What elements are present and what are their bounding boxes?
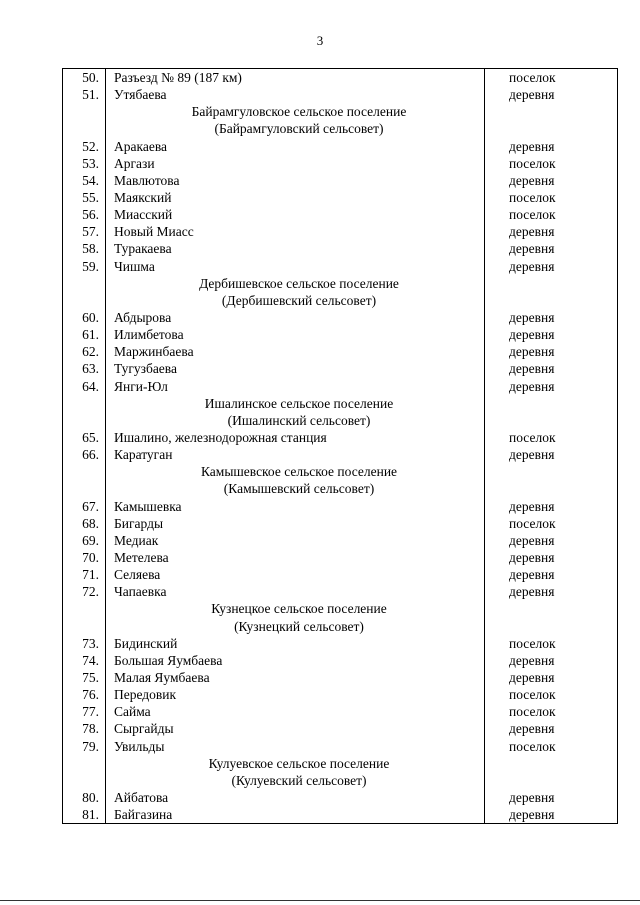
bottom-rule <box>0 900 640 901</box>
settlement-name: Увильды <box>106 737 485 754</box>
table-row <box>63 652 618 669</box>
section-header-row <box>63 412 618 429</box>
table-row <box>63 703 618 720</box>
table-row <box>63 86 618 103</box>
settlement-type: поселок <box>509 190 556 206</box>
row-number: 76. <box>63 686 106 703</box>
section-header-row <box>63 772 618 789</box>
row-number: 57. <box>63 223 106 240</box>
table-row <box>63 258 618 275</box>
table-row <box>63 686 618 703</box>
section-number-cell <box>63 480 106 497</box>
section-heading: (Кулуевский сельсовет) <box>106 772 485 789</box>
settlement-type: поселок <box>509 687 556 703</box>
section-number-cell <box>63 103 106 120</box>
settlement-name: Илимбетова <box>106 326 485 343</box>
section-header-row <box>63 463 618 480</box>
row-number: 77. <box>63 703 106 720</box>
settlement-name: Селяева <box>106 566 485 583</box>
settlement-name: Айбатова <box>106 789 485 806</box>
row-number: 52. <box>63 138 106 155</box>
settlement-name: Камышевка <box>106 498 485 515</box>
table-row <box>63 189 618 206</box>
section-type-cell <box>485 618 618 635</box>
row-number: 59. <box>63 258 106 275</box>
settlement-type: деревня <box>509 447 555 463</box>
section-type-cell <box>485 275 618 292</box>
section-number-cell <box>63 772 106 789</box>
table-row <box>63 583 618 600</box>
row-number: 61. <box>63 326 106 343</box>
section-type-cell <box>485 395 618 412</box>
row-number: 53. <box>63 155 106 172</box>
settlement-name: Метелева <box>106 549 485 566</box>
section-heading: (Байрамгуловский сельсовет) <box>106 120 485 137</box>
section-heading: Ишалинское сельское поселение <box>106 395 485 412</box>
section-heading: Дербишевское сельское поселение <box>106 275 485 292</box>
row-number: 51. <box>63 86 106 103</box>
table-row <box>63 532 618 549</box>
settlement-type: деревня <box>509 498 555 514</box>
settlement-name: Каратуган <box>106 446 485 463</box>
settlement-type: деревня <box>509 567 555 583</box>
row-number: 68. <box>63 515 106 532</box>
section-number-cell <box>63 600 106 617</box>
settlement-name: Бидинский <box>106 635 485 652</box>
settlement-type: деревня <box>509 550 555 565</box>
settlement-name: Абдырова <box>106 309 485 326</box>
section-header-row <box>63 600 618 617</box>
settlement-type: деревня <box>509 258 555 274</box>
section-type-cell <box>485 103 618 120</box>
settlement-type: поселок <box>509 207 556 223</box>
row-number: 79. <box>63 737 106 754</box>
section-number-cell <box>63 275 106 292</box>
row-number: 80. <box>63 789 106 806</box>
table-row <box>63 378 618 395</box>
section-header-row <box>63 755 618 772</box>
row-number: 81. <box>63 806 106 824</box>
settlement-name: Миасский <box>106 206 485 223</box>
section-header-row <box>63 103 618 120</box>
settlement-name: Чапаевка <box>106 583 485 600</box>
row-number: 54. <box>63 172 106 189</box>
table-row <box>63 343 618 360</box>
table-row <box>63 429 618 446</box>
settlement-type: деревня <box>509 807 555 823</box>
settlement-name: Аракаева <box>106 138 485 155</box>
settlement-type: деревня <box>509 721 555 737</box>
table-row <box>63 566 618 583</box>
settlement-name: Бигарды <box>106 515 485 532</box>
section-type-cell <box>485 292 618 309</box>
row-number: 78. <box>63 720 106 737</box>
settlements-table-body <box>63 69 618 824</box>
settlement-name: Янги-Юл <box>106 378 485 395</box>
settlement-name: Туракаева <box>106 240 485 257</box>
row-number: 66. <box>63 446 106 463</box>
section-header-row <box>63 480 618 497</box>
section-heading: (Камышевский сельсовет) <box>106 480 485 497</box>
table-row <box>63 326 618 343</box>
row-number: 73. <box>63 635 106 652</box>
settlement-type: деревня <box>509 789 555 805</box>
section-number-cell <box>63 120 106 137</box>
row-number: 62. <box>63 343 106 360</box>
row-number: 63. <box>63 360 106 377</box>
section-heading: Кузнецкое сельское поселение <box>106 600 485 617</box>
settlement-type: деревня <box>509 241 555 257</box>
row-number: 55. <box>63 189 106 206</box>
table-row <box>63 789 618 806</box>
settlement-type: деревня <box>509 87 555 103</box>
settlement-name: Малая Яумбаева <box>106 669 485 686</box>
settlement-type: деревня <box>509 224 555 240</box>
settlement-type: поселок <box>509 635 556 651</box>
settlement-name: Большая Яумбаева <box>106 652 485 669</box>
table-row <box>63 806 618 824</box>
section-number-cell <box>63 463 106 480</box>
settlement-name: Сыргайды <box>106 720 485 737</box>
table-row <box>63 172 618 189</box>
row-number: 75. <box>63 669 106 686</box>
settlement-type: деревня <box>509 532 555 548</box>
table-row <box>63 360 618 377</box>
section-header-row <box>63 395 618 412</box>
settlement-type: поселок <box>509 155 556 171</box>
settlement-name: Утябаева <box>106 86 485 103</box>
settlements-table <box>62 68 618 824</box>
section-type-cell <box>485 772 618 789</box>
settlement-name: Байгазина <box>106 806 485 824</box>
settlement-name: Ишалино, железнодорожная станция <box>106 429 485 446</box>
row-number: 64. <box>63 378 106 395</box>
settlement-name: Маякский <box>106 189 485 206</box>
settlement-type: поселок <box>509 738 556 754</box>
settlement-type: деревня <box>509 669 555 685</box>
settlement-type: поселок <box>509 515 556 531</box>
settlement-type: поселок <box>509 430 556 446</box>
section-heading: Камышевское сельское поселение <box>106 463 485 480</box>
section-type-cell <box>485 480 618 497</box>
section-heading: (Кузнецкий сельсовет) <box>106 618 485 635</box>
table-row <box>63 138 618 155</box>
settlement-name: Маржинбаева <box>106 343 485 360</box>
section-type-cell <box>485 463 618 480</box>
table-row <box>63 515 618 532</box>
section-header-row <box>63 618 618 635</box>
settlement-type: деревня <box>509 361 555 377</box>
row-number: 56. <box>63 206 106 223</box>
table-row <box>63 69 618 87</box>
settlement-type: деревня <box>509 378 555 394</box>
settlement-type: деревня <box>509 652 555 668</box>
settlement-name: Тугузбаева <box>106 360 485 377</box>
table-row <box>63 635 618 652</box>
table-row <box>63 498 618 515</box>
section-header-row <box>63 275 618 292</box>
settlement-name: Медиак <box>106 532 485 549</box>
settlement-name: Передовик <box>106 686 485 703</box>
row-number: 58. <box>63 240 106 257</box>
section-type-cell <box>485 120 618 137</box>
row-number: 50. <box>63 69 106 87</box>
section-header-row <box>63 292 618 309</box>
table-row <box>63 206 618 223</box>
row-number: 67. <box>63 498 106 515</box>
section-number-cell <box>63 412 106 429</box>
section-header-row <box>63 120 618 137</box>
settlement-type: деревня <box>509 138 555 154</box>
settlement-type: деревня <box>509 584 555 600</box>
section-heading: (Ишалинский сельсовет) <box>106 412 485 429</box>
settlement-name: Новый Миасс <box>106 223 485 240</box>
section-number-cell <box>63 292 106 309</box>
settlement-name: Сайма <box>106 703 485 720</box>
row-number: 65. <box>63 429 106 446</box>
table-row <box>63 309 618 326</box>
settlement-type: поселок <box>509 70 556 86</box>
section-type-cell <box>485 755 618 772</box>
table-row <box>63 737 618 754</box>
settlement-type: деревня <box>509 172 555 188</box>
row-number: 70. <box>63 549 106 566</box>
table-row <box>63 446 618 463</box>
section-heading: (Дербишевский сельсовет) <box>106 292 485 309</box>
section-type-cell <box>485 600 618 617</box>
row-number: 71. <box>63 566 106 583</box>
table-row <box>63 240 618 257</box>
table-row <box>63 155 618 172</box>
section-heading: Байрамгуловское сельское поселение <box>106 103 485 120</box>
section-type-cell <box>485 412 618 429</box>
table-row <box>63 549 618 566</box>
settlement-type: деревня <box>509 310 555 326</box>
settlement-name: Мавлютова <box>106 172 485 189</box>
settlement-name: Чишма <box>106 258 485 275</box>
page-number: 3 <box>316 33 324 48</box>
section-heading: Кулуевское сельское поселение <box>106 755 485 772</box>
table-row <box>63 720 618 737</box>
table-row <box>63 223 618 240</box>
settlement-type: деревня <box>509 327 555 343</box>
row-number: 60. <box>63 309 106 326</box>
settlement-name: Аргази <box>106 155 485 172</box>
settlement-type: поселок <box>509 704 556 720</box>
section-number-cell <box>63 618 106 635</box>
section-number-cell <box>63 395 106 412</box>
row-number: 69. <box>63 532 106 549</box>
row-number: 74. <box>63 652 106 669</box>
settlement-name: Разъезд № 89 (187 км) <box>106 69 485 87</box>
row-number: 72. <box>63 583 106 600</box>
table-row <box>63 669 618 686</box>
section-number-cell <box>63 755 106 772</box>
settlement-type: деревня <box>509 344 555 360</box>
